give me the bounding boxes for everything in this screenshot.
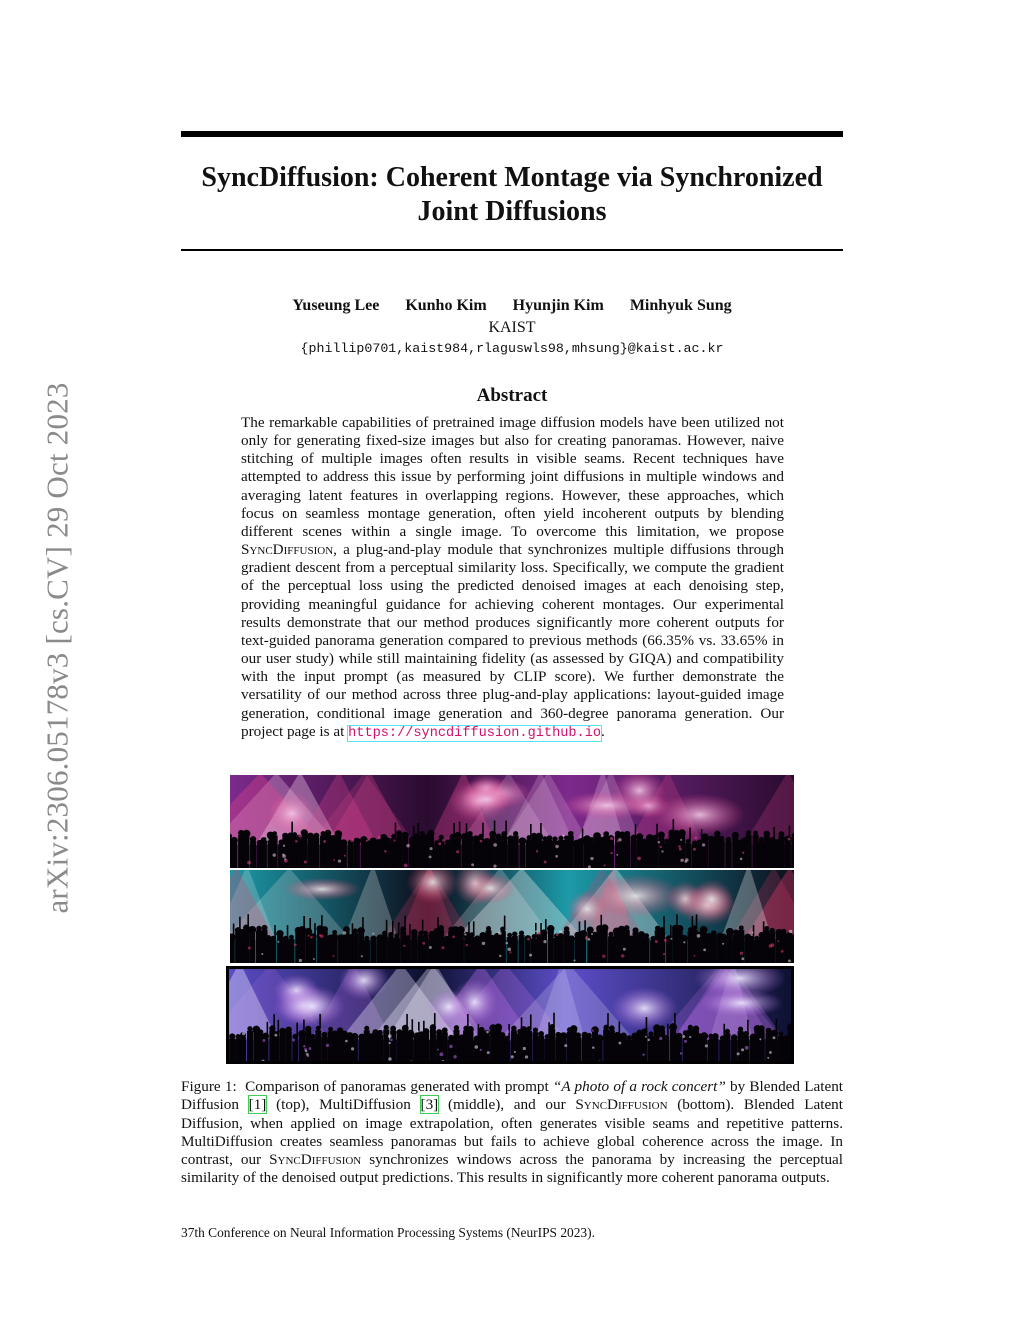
caption-text: (top), MultiDiffusion: [266, 1096, 421, 1114]
title-top-rule: [181, 131, 843, 137]
paper-title: SyncDiffusion: Coherent Montage via Synchronized Joint Diffusions: [201, 162, 823, 227]
arxiv-identifier-text: arXiv:2306.05178v3 [cs.CV] 29 Oct 2023: [40, 381, 75, 914]
caption-prompt: “A photo of a rock concert”: [552, 1078, 726, 1095]
panorama-image: [230, 775, 794, 868]
project-page-link[interactable]: https://syncdiffusion.github.io: [348, 725, 602, 741]
caption-label: Figure 1:: [181, 1078, 237, 1095]
author-name: Hyunjin Kim: [512, 297, 604, 314]
caption-text: Comparison of panoramas generated with prompt: [245, 1078, 553, 1095]
conference-footnote: 37th Conference on Neural Information Processing Systems (NeurIPS 2023).: [181, 1225, 595, 1240]
abstract-body: [241, 414, 784, 743]
author-name: Minhyuk Sung: [629, 297, 732, 314]
citation-link[interactable]: [3]: [420, 1096, 439, 1114]
arxiv-identifier: [28, 355, 88, 940]
caption-text: (bottom). Blended Latent Diffusion, when applied on image extrapolation, often generates visible seams and repetitive patterns. MultiDiffusion creates seamless panoramas but fails to achieve global coherence across the image. In contrast, our: [181, 1096, 843, 1169]
method-name: SyncDiffusion: [575, 1096, 668, 1114]
author-name: Kunho Kim: [405, 297, 487, 314]
figure-caption: [181, 1078, 843, 1188]
author-list: [181, 297, 843, 315]
title-bottom-rule: [181, 249, 843, 251]
author-name: Yuseung Lee: [292, 297, 380, 314]
panorama-image: [226, 966, 794, 1064]
multidiffusion-panorama: [230, 870, 794, 963]
syncdiffusion-panorama: [226, 966, 794, 1064]
blended-latent-diffusion-panorama: [230, 775, 794, 868]
affiliation: KAIST: [488, 319, 536, 336]
panorama-image: [230, 870, 794, 963]
caption-text: by Blended Latent Diffusion: [181, 1078, 844, 1114]
method-name: SyncDiffusion: [269, 1151, 362, 1169]
author-emails: {phillip0701,kaist984,rlaguswls98,mhsung}@kaist.ac.kr: [300, 341, 724, 356]
abstract-text: .: [601, 722, 605, 740]
caption-text: (middle), and our: [438, 1096, 576, 1114]
abstract-text: The remarkable capabilities of pretrained image diffusion models have been utilized not only for generating fixed-size images but also for creating panoramas. However, naive stitching of multiple images often results in visible seams. Recent techniques have attempted to address this issue by performing joint diffusions in multiple windows and averaging latent features in overlapping regions. However, these approaches, which focus on seamless montage generation, often yield incoherent outputs by blending different scenes within a single image. To overcome this limitation, we propose: [241, 414, 784, 540]
abstract-text: , a plug-and-play module that synchronizes multiple diffusions through gradient descent from a perceptual similarity loss. Specifically, we compute the gradient of the perceptual loss using the predicted denoised images at each denoising step, providing meaningful guidance for achieving coherent montages. Our experimental results demonstrate that our method produces significantly more coherent outputs for text-guided panorama generation compared to previous methods (66.35% vs. 33.65% in our user study) while still maintaining fidelity (as assessed by GIQA) and compatibility with the input prompt (as measured by CLIP score). We further demonstrate the versatility of our method across three plug-and-play applications: layout-guided image generation, conditional image generation and 360-degree panorama generation. Our project page is at: [241, 541, 784, 740]
method-name: SyncDiffusion: [241, 541, 334, 559]
caption-text: synchronizes windows across the panorama by increasing the perceptual similarity of the denoised output predictions. This results in significantly more coherent panorama outputs.: [181, 1151, 843, 1187]
citation-link[interactable]: [1]: [248, 1096, 267, 1114]
abstract-heading: Abstract: [476, 385, 548, 406]
